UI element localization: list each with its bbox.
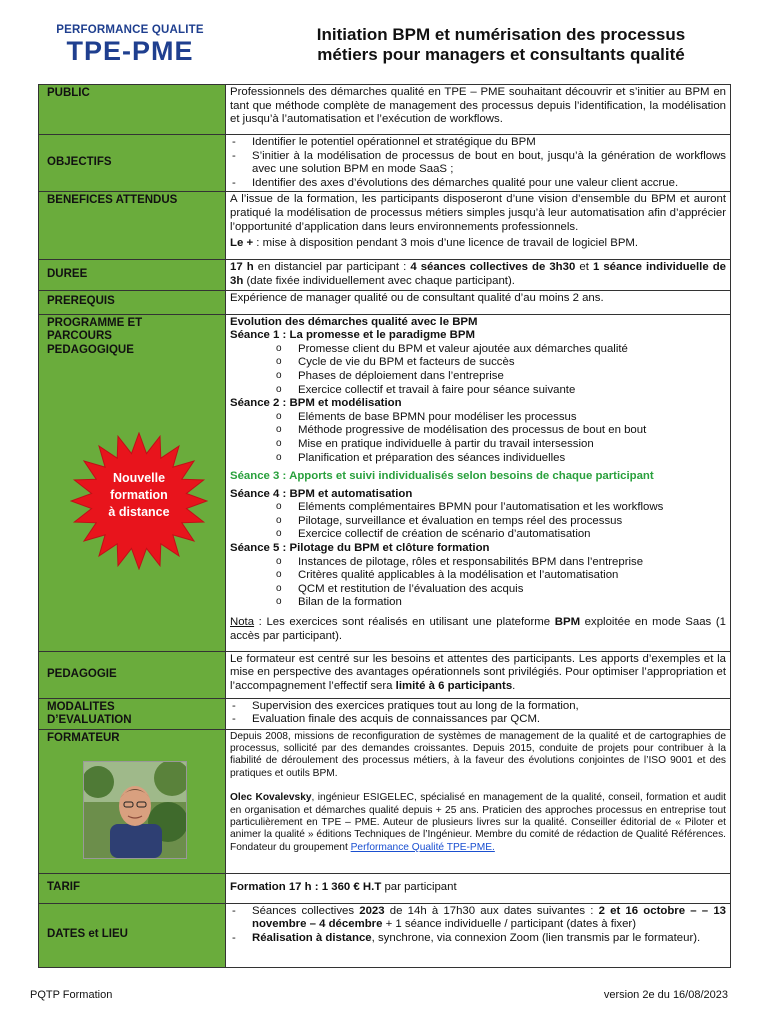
modalite-item: - Evaluation finale des acquis de connaissances par QCM. (230, 713, 726, 727)
dates-t3: + 1 séance individuelle / participant (dates à fixer) (382, 918, 637, 931)
benefices-text: A l’issue de la formation, les participants disposeront d’une vision d’ensemble du BPM et auront pratiqué la modélisation de processus métiers simples jusqu’à leur automatisation afin d’apprécier l’opportunité d’application dans leurs environnements professionnels. (230, 193, 726, 233)
title-line1: Initiation BPM et numérisation des processus (316, 25, 686, 44)
document-title (286, 25, 716, 65)
session-4-list (230, 501, 726, 542)
label-formateur: FORMATEUR (47, 731, 120, 744)
public-text: Professionnels des démarches qualité en TPE – PME souhaitant découvrir et s’initier au BPM en tant que méthode complète de management des processus depuis l’identification, la modélisation et jusqu’à l’automatisation et l’exécution de workflows. (226, 85, 731, 135)
pedagogie-end: . (512, 679, 516, 692)
session-item: o Méthode progressive de modélisation des processus de bout en bout (230, 424, 726, 438)
programme-note (230, 616, 726, 643)
session-item: o Critères qualité applicables à la modélisation et l’automatisation (230, 569, 726, 583)
session-5-list (230, 556, 726, 610)
modalites-list (230, 700, 726, 727)
label-benefices: BENEFICES ATTENDUS (39, 192, 226, 260)
title-line2: métiers pour managers et consultants qualité (317, 45, 685, 64)
pedagogie-text (226, 651, 731, 698)
session-item: o Promesse client du BPM et valeur ajoutée aux démarches qualité (230, 343, 726, 357)
session-1-title: Séance 1 : La promesse et le paradigme BPM (230, 329, 475, 342)
new-training-badge (78, 470, 200, 521)
dates-year: 2023 (359, 904, 385, 917)
footer-right: version 2e du 16/08/2023 (603, 989, 728, 1001)
row-formateur (39, 729, 731, 873)
note-text-a: : Les exercices sont réalisés en utilisant une plateforme (254, 616, 555, 629)
objectif-item: - Identifier le potentiel opérationnel et stratégique du BPM (230, 136, 726, 150)
label-public: PUBLIC (39, 85, 226, 135)
row-tarif (39, 873, 731, 903)
session-item: o Exercice collectif et travail à faire pour séance suivante (230, 384, 726, 398)
benefices-plus-text: : mise à disposition pendant 3 mois d’une licence de travail de logiciel BPM. (256, 237, 639, 250)
label-objectifs: OBJECTIFS (39, 135, 226, 192)
session-item: o Eléments de base BPMN pour modéliser les processus (230, 411, 726, 425)
formateur-content (226, 729, 731, 873)
session-item: o Phases de déploiement dans l’entreprise (230, 370, 726, 384)
dates-remote-text: , synchrone, via connexion Zoom (lien transmis par le formateur). (371, 931, 701, 944)
session-item: o QCM et restitution de l’évaluation des acquis (230, 583, 726, 597)
logo (50, 24, 210, 66)
label-prerequis: PREREQUIS (39, 290, 226, 314)
label-programme-l2: PARCOURS (47, 330, 112, 343)
session-4-title: Séance 4 : BPM et automatisation (230, 487, 413, 500)
row-duree (39, 260, 731, 290)
dates-list-dates: 2 et 16 octobre – – 13 novembre – 4 décembre (252, 904, 726, 931)
label-modalites-l2: D’EVALUATION (47, 713, 132, 726)
label-tarif: TARIF (39, 873, 226, 903)
modalite-item: - Supervision des exercices pratiques tout au long de la formation, (230, 700, 726, 714)
session-1-list (230, 343, 726, 397)
programme-content (226, 314, 731, 651)
duree-hours: 17 h (230, 261, 254, 274)
note-bpm: BPM (554, 616, 581, 629)
session-item: o Exercice collectif de création de scénario d’automatisation (230, 528, 726, 542)
note-text-c: exploitée en mode Saas (1 accès par participant). (230, 616, 726, 642)
prerequis-text: Expérience de manager qualité ou de consultant qualité d’au moins 2 ans. (226, 290, 731, 314)
session-item: o Mise en pratique individuelle à partir du travail intersession (230, 438, 726, 452)
label-programme-l1: PROGRAMME ET (47, 316, 143, 329)
session-5-title: Séance 5 : Pilotage du BPM et clôture formation (230, 542, 490, 555)
dates-list (230, 905, 726, 946)
tarif-text (226, 873, 731, 903)
badge-line3: à distance (108, 505, 170, 519)
duree-collective: 4 séances collectives de 3h30 (410, 261, 576, 274)
session-item: o Cycle de vie du BPM et facteurs de succès (230, 356, 726, 370)
dates-remote: Réalisation à distance (252, 931, 372, 944)
badge-line1: Nouvelle (112, 471, 166, 485)
label-pedagogie: PEDAGOGIE (39, 651, 226, 698)
tarif-unit: par participant (381, 881, 457, 894)
benefices-plus (230, 237, 726, 251)
session-3-title: Séance 3 : Apports et suivi individualisés selon besoins de chaque participant (230, 470, 654, 483)
label-modalites (39, 698, 226, 729)
row-prerequis (39, 290, 731, 314)
trainer-photo (83, 761, 187, 859)
objectifs-list (230, 136, 726, 190)
formateur-p2 (230, 792, 726, 854)
pedagogie-limit: limité à 6 participants (395, 679, 513, 692)
label-dates: DATES et LIEU (39, 903, 226, 967)
objectif-item: - S’initier à la modélisation de processus de bout en bout, jusqu’à la génération de workflows avec une solution BPM en mode SaaS ; (230, 150, 726, 177)
duree-t3: (date fixée individuellement avec chaque participant). (243, 274, 515, 287)
duree-t2: et (575, 261, 593, 274)
pedagogie-body: Le formateur est centré sur les besoins et attentes des participants. Les apports d’exemples et la mise en perspective des avantages opérationnels sont privilégiés. Pour optimiser l’appropriation et l’accompagnement l’effectif sera (230, 652, 726, 692)
session-2-list (230, 411, 726, 465)
row-modalites (39, 698, 731, 729)
benefices-plus-label: Le + (230, 237, 257, 250)
session-item: o Eléments complémentaires BPMN pour l’automatisation et les workflows (230, 501, 726, 515)
session-item: o Bilan de la formation (230, 596, 726, 610)
session-item: o Planification et préparation des séances individuelles (230, 452, 726, 466)
session-item: o Pilotage, surveillance et évaluation en temps réel des processus (230, 515, 726, 529)
row-dates (39, 903, 731, 967)
logo-line2: TPE-PME (66, 36, 194, 66)
duree-individual: 1 séance individuelle de 3h (230, 261, 726, 287)
session-item: o Instances de pilotage, rôles et responsabilités BPM dans l’entreprise (230, 556, 726, 570)
formateur-p2-text: , ingénieur ESIGELEC, spécialisé en management de la qualité, conseil, formation et audit en organisation et démarches qualité depuis + 25 ans. Praticien des approches processus en entreprise tout particulièrement en TPE – PME. Auteur de plusieurs livres sur la qualité. Conseiller éditorial de « Piloter et animer la qualité » éditions Techniques de l’Ingénieur. Membre du comité de rédaction de Qualité Références. Fondateur du groupement (230, 792, 726, 853)
badge-line2: formation (110, 488, 168, 502)
duree-text (226, 260, 731, 290)
dates-item-sessions (230, 905, 726, 932)
group-link[interactable]: Performance Qualité TPE-PME. (350, 841, 495, 853)
dates-item-remote (230, 932, 726, 946)
label-modalites-l1: MODALITES (47, 700, 115, 713)
row-objectifs (39, 135, 731, 192)
footer-left: PQTP Formation (30, 989, 113, 1001)
trainer-name: Olec Kovalevsky (230, 792, 312, 804)
logo-line1: PERFORMANCE QUALITE (56, 24, 204, 36)
tarif-price: Formation 17 h : 1 360 € H.T (230, 881, 382, 894)
formateur-p1: Depuis 2008, missions de reconfiguration de systèmes de management de la qualité et de cartographies de processus, sollicité par des demandes croissantes. Depuis 2015, conduite de projets pour contribuer à la fiabilité de déroulement des processus métiers, à la faveur des évolutions conjointes de l’ISO 9001 et des pratiques et outils BPM. (230, 730, 726, 779)
programme-heading: Evolution des démarches qualité avec le BPM (230, 315, 478, 328)
row-pedagogie (39, 651, 731, 698)
duree-t1: en distanciel par participant : (253, 261, 411, 274)
session-2-title: Séance 2 : BPM et modélisation (230, 397, 402, 410)
label-formateur-cell (39, 729, 226, 873)
dates-t2: de 14h à 17h30 aux dates suivantes : (384, 904, 599, 917)
label-programme-l3: PEDAGOGIQUE (47, 343, 134, 356)
label-duree: DUREE (39, 260, 226, 290)
objectif-item: - Identifier des axes d’évolutions des démarches qualité pour une valeur client accrue. (230, 177, 726, 191)
row-benefices (39, 192, 731, 260)
row-public (39, 85, 731, 135)
note-label: Nota (230, 616, 255, 629)
dates-t1: Séances collectives (252, 904, 360, 917)
